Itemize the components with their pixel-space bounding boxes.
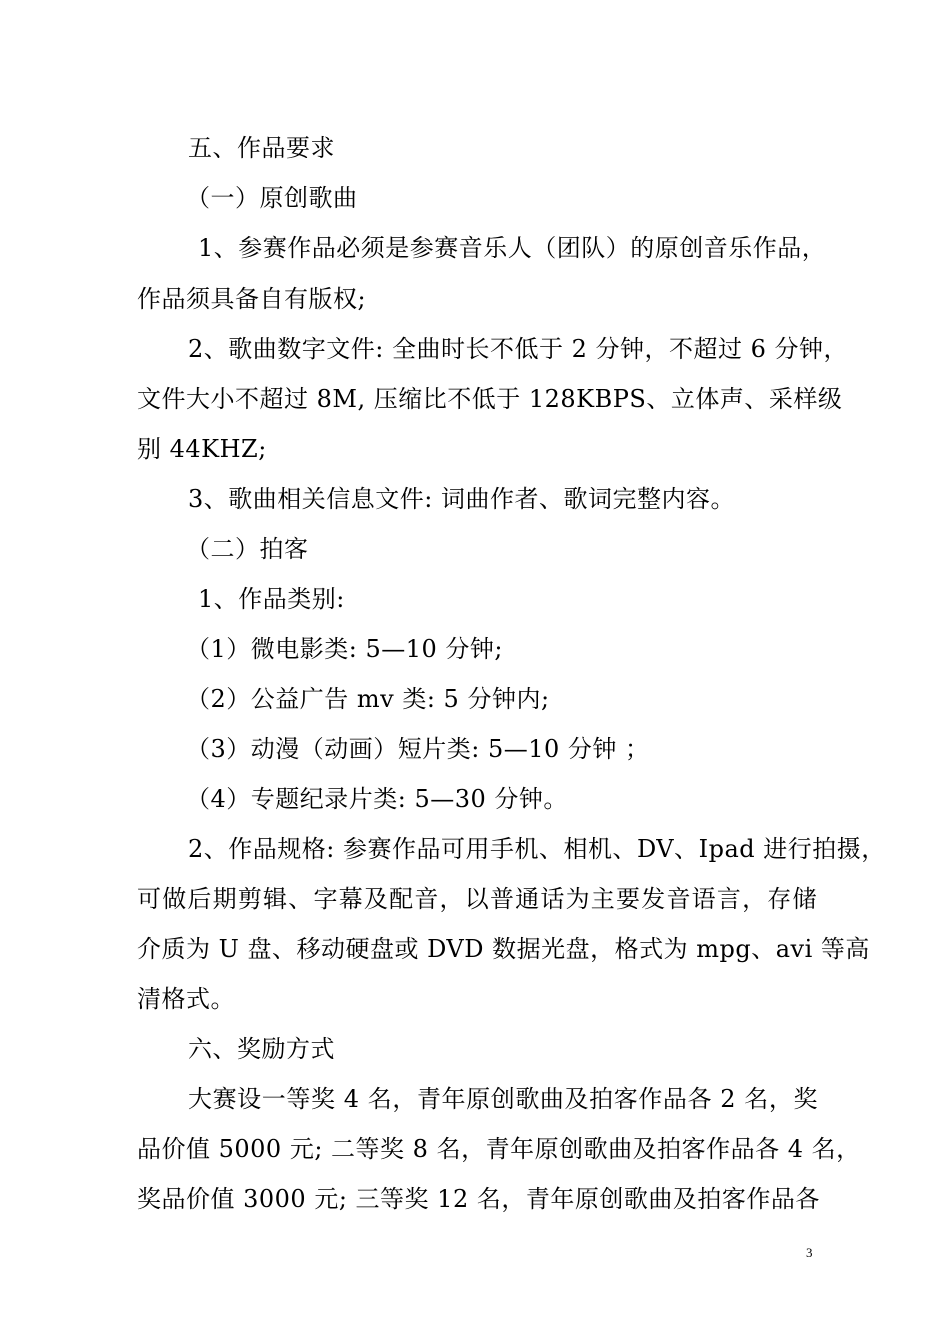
paragraph-line: 作品须具备自有版权; (137, 285, 367, 313)
list-item: （3）动漫（动画）短片类: 5—10 分钟 ； (186, 735, 650, 763)
paragraph-line: 2、歌曲数字文件: 全曲时长不低于 2 分钟，不超过 6 分钟， (188, 335, 849, 363)
paragraph-line: 别 44KHZ; (137, 435, 267, 463)
subsection-heading-paike: （二）拍客 (186, 535, 309, 563)
paragraph-line: 奖品价值 3000 元; 三等奖 12 名，青年原创歌曲及拍客作品各 (137, 1185, 820, 1213)
section-heading-6: 六、奖励方式 (188, 1035, 335, 1063)
paragraph-line: 大赛设一等奖 4 名，青年原创歌曲及拍客作品各 2 名，奖 (188, 1085, 818, 1113)
paragraph-line: 可做后期剪辑、字幕及配音，以普通话为主要发音语言，存储 (137, 885, 817, 913)
list-item: （1）微电影类: 5—10 分钟; (186, 635, 504, 663)
paragraph-line: 2、作品规格: 参赛作品可用手机、相机、DV、Ipad 进行拍摄， (188, 835, 886, 863)
subsection-heading-original-song: （一）原创歌曲 (186, 184, 358, 212)
page-number: 3 (806, 1245, 813, 1260)
paragraph-line: 品价值 5000 元; 二等奖 8 名，青年原创歌曲及拍客作品各 4 名， (137, 1135, 861, 1163)
paragraph-line: 1、作品类别: (198, 585, 345, 613)
list-item: （4）专题纪录片类: 5—30 分钟。 (186, 785, 568, 813)
paragraph-line: 清格式。 (137, 985, 235, 1013)
list-item: （2）公益广告 mv 类: 5 分钟内; (186, 685, 550, 713)
paragraph-line: 3、歌曲相关信息文件: 词曲作者、歌词完整内容。 (188, 485, 735, 513)
paragraph-line: 文件大小不超过 8M, 压缩比不低于 128KBPS、立体声、采样级 (137, 385, 843, 413)
paragraph-line: 介质为 U 盘、移动硬盘或 DVD 数据光盘，格式为 mpg、avi 等高 (137, 935, 870, 963)
paragraph-line: 1、参赛作品必须是参赛音乐人（团队）的原创音乐作品， (198, 234, 827, 262)
section-heading-5: 五、作品要求 (188, 134, 335, 162)
